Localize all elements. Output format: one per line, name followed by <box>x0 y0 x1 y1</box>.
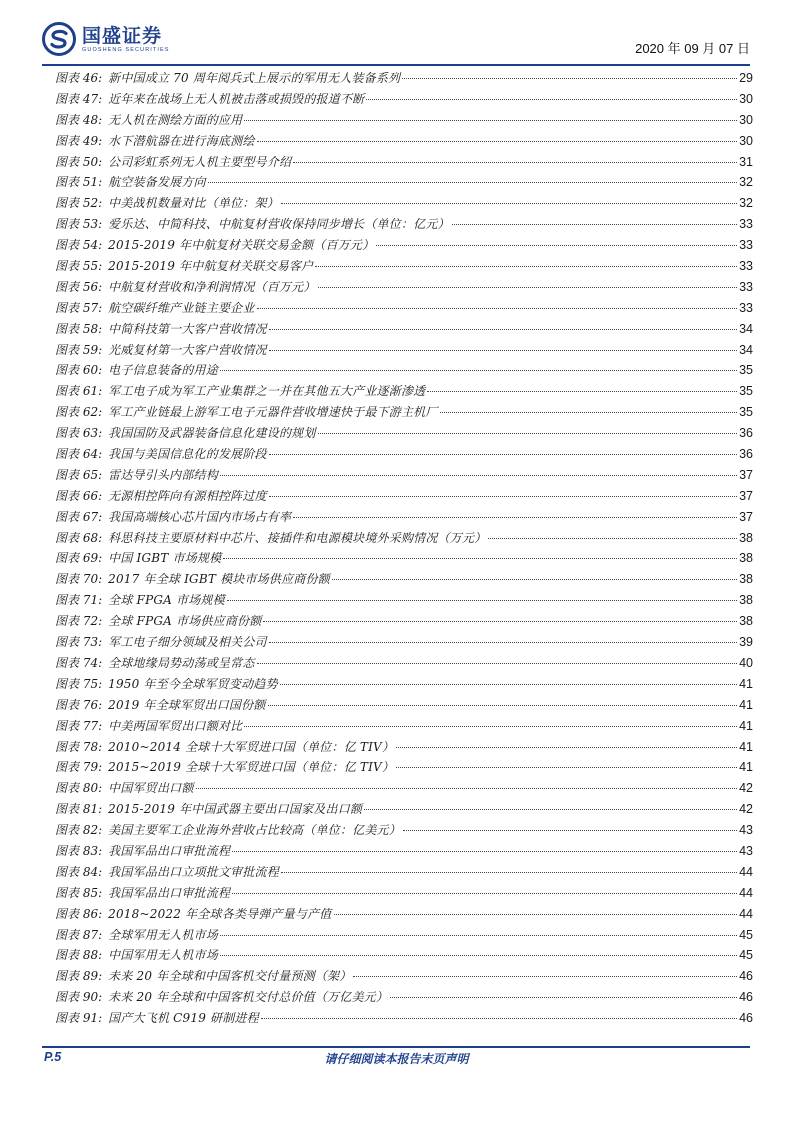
toc-entry-page[interactable]: 33 <box>739 238 753 253</box>
toc-entry-title[interactable]: 军工产业链最上游军工电子元器件营收增速快于最下游主机厂 <box>108 405 438 420</box>
toc-entry-label: 图表 86: <box>55 906 103 921</box>
toc-entry-label: 图表 76: <box>55 697 103 712</box>
toc-entry[interactable] <box>55 89 753 110</box>
toc-entry-page[interactable]: 46 <box>739 990 753 1005</box>
toc-entry-page[interactable]: 38 <box>739 572 753 587</box>
brand-name-cn: 国盛证券 <box>82 24 163 47</box>
toc-entry-label: 图表 50: <box>55 154 103 169</box>
toc-entry[interactable] <box>55 945 753 966</box>
toc-entry-title[interactable]: 中美两国军贸出口额对比 <box>108 718 243 733</box>
toc-entry-page[interactable]: 36 <box>739 426 753 441</box>
toc-entry[interactable] <box>55 360 753 381</box>
toc-entry-page[interactable]: 33 <box>739 300 753 315</box>
toc-entry-label: 图表 81: <box>55 802 103 817</box>
toc-entry-label: 图表 82: <box>55 823 103 838</box>
toc-entry-title[interactable]: 全球 FPGA 市场规模 <box>108 593 225 608</box>
toc-dot-leader <box>227 600 737 601</box>
toc-entry[interactable] <box>55 214 753 235</box>
toc-entry[interactable] <box>55 569 753 590</box>
toc-dot-leader <box>427 391 737 392</box>
toc-entry[interactable] <box>55 235 753 256</box>
toc-dot-leader <box>269 454 737 455</box>
toc-entry[interactable] <box>55 987 753 1008</box>
toc-entry-title[interactable]: 未来 20 年全球和中国客机交付总价值（万亿美元） <box>108 990 389 1005</box>
toc-entry-label: 图表 73: <box>55 635 103 650</box>
toc-entry-title[interactable]: 中国军用无人机市场 <box>108 948 218 963</box>
toc-dot-leader <box>332 579 737 580</box>
toc-entry-page[interactable]: 42 <box>739 781 753 796</box>
toc-entry-title[interactable]: 中国 IGBT 市场规模 <box>108 551 222 566</box>
disclaimer-note: 请仔细阅读本报告末页声明 <box>324 1052 469 1066</box>
toc-entry[interactable] <box>55 799 753 820</box>
toc-entry-label: 图表 75: <box>55 676 103 691</box>
toc-entry-title[interactable]: 全球军用无人机市场 <box>108 927 218 942</box>
toc-dot-leader <box>390 997 737 998</box>
toc-dot-leader <box>280 684 737 685</box>
toc-entry-title[interactable]: 美国主要军工企业海外营收占比较高（单位：亿美元） <box>108 823 401 838</box>
toc-entry[interactable] <box>55 737 753 758</box>
toc-dot-leader <box>232 851 737 852</box>
toc-entry-title[interactable]: 2019 年全球军贸出口国份额 <box>108 697 266 712</box>
toc-entry[interactable] <box>55 653 753 674</box>
toc-entry-title[interactable]: 军工电子细分领域及相关公司 <box>108 635 267 650</box>
toc-entry[interactable] <box>55 402 753 423</box>
toc-entry[interactable] <box>55 695 753 716</box>
toc-entry-title[interactable]: 我国军品出口立项批文审批流程 <box>108 864 279 879</box>
toc-entry-label: 图表 46: <box>55 71 103 85</box>
toc-entry-page[interactable]: 42 <box>739 802 753 817</box>
toc-dot-leader <box>269 329 737 330</box>
toc-entry[interactable] <box>55 716 753 737</box>
toc-dot-leader <box>452 224 737 225</box>
toc-dot-leader <box>269 496 737 497</box>
toc-entry-title[interactable]: 航空装备发展方向 <box>108 175 206 190</box>
toc-entry[interactable] <box>55 674 753 695</box>
toc-entry[interactable] <box>55 381 753 402</box>
toc-entry-page[interactable]: 44 <box>739 885 753 900</box>
toc-entry[interactable] <box>55 820 753 841</box>
toc-entry-title[interactable]: 我国与美国信息化的发展阶段 <box>108 447 267 462</box>
toc-entry-label: 图表 48: <box>55 112 103 127</box>
toc-entry-title[interactable]: 1950 年至今全球军贸变动趋势 <box>108 676 278 691</box>
toc-dot-leader <box>318 433 738 434</box>
toc-entry-title[interactable]: 近年来在战场上无人机被击落或损毁的报道不断 <box>108 91 365 106</box>
toc-entry-page[interactable]: 38 <box>739 593 753 608</box>
toc-entry[interactable] <box>55 590 753 611</box>
toc-dot-leader <box>293 517 737 518</box>
toc-entry-page[interactable]: 41 <box>739 718 753 733</box>
toc-entry[interactable] <box>55 528 753 549</box>
toc-entry-page[interactable]: 37 <box>739 467 753 482</box>
toc-entry-page[interactable]: 46 <box>739 969 753 984</box>
toc-entry-label: 图表 83: <box>55 843 103 858</box>
toc-entry-label: 图表 68: <box>55 530 103 545</box>
toc-entry[interactable] <box>55 778 753 799</box>
toc-entry-page[interactable]: 32 <box>739 175 753 190</box>
toc-entry[interactable] <box>55 340 753 361</box>
toc-entry-label: 图表 62: <box>55 405 103 420</box>
toc-entry-label: 图表 80: <box>55 781 103 796</box>
toc-entry-page[interactable]: 37 <box>739 488 753 503</box>
toc-entry-label: 图表 65: <box>55 467 103 482</box>
toc-entry-label: 图表 72: <box>55 614 103 629</box>
toc-entry-title[interactable]: 2015-2019 年中国武器主要出口国家及出口额 <box>108 802 363 817</box>
toc-entry-label: 图表 59: <box>55 342 103 357</box>
toc-entry-page[interactable]: 36 <box>739 447 753 462</box>
toc-entry-title[interactable]: 2015-2019 年中航复材关联交易客户 <box>108 259 314 274</box>
report-date: 2020 年 09 月 07 日 <box>635 41 750 56</box>
brand-name-en: GUOSHENG SECURITIES <box>82 46 170 53</box>
toc-dot-leader <box>257 663 738 664</box>
toc-dot-leader <box>403 830 737 831</box>
toc-entry[interactable] <box>55 193 753 214</box>
toc-dot-leader <box>263 621 737 622</box>
toc-entry[interactable] <box>55 110 753 131</box>
page-number: P.5 <box>44 1050 62 1064</box>
toc-entry-label: 图表 47: <box>55 91 103 106</box>
toc-entry[interactable] <box>55 319 753 340</box>
toc-dot-leader <box>269 642 737 643</box>
toc-entry-title[interactable]: 2015-2019 年中航复材关联交易金额（百万元） <box>108 238 375 253</box>
header-divider <box>42 64 750 66</box>
toc-entry-label: 图表 58: <box>55 321 103 336</box>
toc-entry-title[interactable]: 无人机在测绘方面的应用 <box>108 112 243 127</box>
toc-entry-page[interactable]: 34 <box>739 342 753 357</box>
toc-entry[interactable] <box>55 152 753 173</box>
toc-entry-page[interactable]: 32 <box>739 196 753 211</box>
toc-entry-page[interactable]: 38 <box>739 614 753 629</box>
toc-entry-label: 图表 70: <box>55 572 103 587</box>
toc-entry-page[interactable]: 31 <box>739 154 753 169</box>
toc-entry-title[interactable]: 无源相控阵向有源相控阵过度 <box>108 488 267 503</box>
toc-entry-label: 图表 87: <box>55 927 103 942</box>
toc-entry-title[interactable]: 航空碳纤维产业链主要企业 <box>108 300 255 315</box>
toc-entry-title[interactable]: 全球地缘局势动荡或呈常态 <box>108 655 255 670</box>
toc-entry-title[interactable]: 中美战机数量对比（单位：架） <box>108 196 279 211</box>
toc-entry-page[interactable]: 43 <box>739 823 753 838</box>
toc-entry[interactable] <box>55 131 753 152</box>
toc-entry-page[interactable]: 40 <box>739 655 753 670</box>
toc-dot-leader <box>281 872 737 873</box>
toc-entry-label: 图表 79: <box>55 760 103 775</box>
toc-entry[interactable] <box>55 548 753 569</box>
toc-entry-title[interactable]: 我国军品出口审批流程 <box>108 885 231 900</box>
toc-dot-leader <box>269 350 737 351</box>
toc-entry-title[interactable]: 水下潜航器在进行海底测绘 <box>108 133 255 148</box>
toc-entry[interactable] <box>55 68 753 89</box>
figure-index-list <box>55 68 753 1029</box>
toc-dot-leader <box>244 726 737 727</box>
toc-entry-page[interactable]: 43 <box>739 843 753 858</box>
toc-entry[interactable] <box>55 862 753 883</box>
toc-entry-page[interactable]: 41 <box>739 760 753 775</box>
toc-entry-title[interactable]: 中国军贸出口额 <box>108 781 194 796</box>
footer-divider <box>42 1046 750 1048</box>
toc-dot-leader <box>220 370 737 371</box>
toc-entry-page[interactable]: 33 <box>739 217 753 232</box>
toc-dot-leader <box>364 809 737 810</box>
toc-entry-title[interactable]: 我国国防及武器装备信息化建设的规划 <box>108 426 316 441</box>
toc-entry-label: 图表 77: <box>55 718 103 733</box>
toc-entry[interactable] <box>55 632 753 653</box>
page-header <box>42 14 750 64</box>
toc-entry-page[interactable]: 44 <box>739 906 753 921</box>
company-logo <box>42 14 170 64</box>
toc-entry-page[interactable]: 39 <box>739 635 753 650</box>
toc-dot-leader <box>257 308 738 309</box>
toc-entry-page[interactable]: 38 <box>739 551 753 566</box>
toc-entry-label: 图表 88: <box>55 948 103 963</box>
toc-entry-title[interactable]: 爱乐达、中简科技、中航复材营收保持同步增长（单位：亿元） <box>108 217 450 232</box>
toc-entry-page[interactable]: 34 <box>739 321 753 336</box>
toc-entry[interactable] <box>55 277 753 298</box>
toc-entry-page[interactable]: 46 <box>739 1011 753 1026</box>
toc-entry-page[interactable]: 41 <box>739 697 753 712</box>
toc-entry-title[interactable]: 中航复材营收和净利润情况（百万元） <box>108 279 316 294</box>
toc-entry-page[interactable]: 45 <box>739 927 753 942</box>
toc-dot-leader <box>488 538 737 539</box>
guosheng-logo-icon <box>42 22 76 56</box>
toc-entry-label: 图表 89: <box>55 969 103 984</box>
toc-entry-title[interactable]: 新中国成立 70 周年阅兵式上展示的军用无人装备系列 <box>108 71 401 85</box>
toc-entry-title[interactable]: 军工电子成为军工产业集群之一并在其他五大产业逐渐渗透 <box>108 384 426 399</box>
toc-entry[interactable] <box>55 423 753 444</box>
toc-entry[interactable] <box>55 486 753 507</box>
toc-entry-page[interactable]: 29 <box>739 71 753 85</box>
toc-entry[interactable] <box>55 883 753 904</box>
toc-entry-label: 图表 91: <box>55 1011 103 1026</box>
toc-entry-label: 图表 69: <box>55 551 103 566</box>
toc-entry-title[interactable]: 我国高端核心芯片国内市场占有率 <box>108 509 292 524</box>
toc-dot-leader <box>366 99 737 100</box>
toc-entry-label: 图表 85: <box>55 885 103 900</box>
toc-entry-label: 图表 56: <box>55 279 103 294</box>
toc-entry-page[interactable]: 44 <box>739 864 753 879</box>
toc-entry[interactable] <box>55 904 753 925</box>
toc-entry-label: 图表 90: <box>55 990 103 1005</box>
toc-dot-leader <box>220 475 737 476</box>
toc-entry-page[interactable]: 41 <box>739 676 753 691</box>
toc-entry[interactable] <box>55 757 753 778</box>
toc-entry[interactable] <box>55 507 753 528</box>
toc-entry-page[interactable]: 35 <box>739 405 753 420</box>
toc-dot-leader <box>318 287 738 288</box>
toc-entry[interactable] <box>55 966 753 987</box>
toc-entry-title[interactable]: 科思科技主要原材料中芯片、接插件和电源模块境外采购情况（万元） <box>108 530 487 545</box>
toc-dot-leader <box>402 78 737 79</box>
toc-entry-title[interactable]: 雷达导引头内部结构 <box>108 467 218 482</box>
toc-entry-page[interactable]: 33 <box>739 259 753 274</box>
toc-entry[interactable] <box>55 298 753 319</box>
toc-entry-title[interactable]: 光威复材第一大客户营收情况 <box>108 342 267 357</box>
toc-entry-title[interactable]: 2010~2014 全球十大军贸进口国（单位：亿 TIV） <box>108 739 395 754</box>
toc-entry-label: 图表 84: <box>55 864 103 879</box>
toc-entry[interactable] <box>55 1008 753 1029</box>
toc-entry-label: 图表 54: <box>55 238 103 253</box>
toc-entry-label: 图表 64: <box>55 447 103 462</box>
toc-dot-leader <box>396 747 737 748</box>
toc-entry-label: 图表 78: <box>55 739 103 754</box>
toc-dot-leader <box>396 767 737 768</box>
toc-dot-leader <box>257 141 738 142</box>
toc-dot-leader <box>196 788 738 789</box>
toc-entry-label: 图表 55: <box>55 259 103 274</box>
toc-dot-leader <box>376 245 737 246</box>
toc-dot-leader <box>232 893 737 894</box>
toc-entry-title[interactable]: 国产大飞机 C919 研制进程 <box>108 1011 259 1026</box>
toc-entry-title[interactable]: 公司彩虹系列无人机主要型号介绍 <box>108 154 292 169</box>
toc-entry[interactable] <box>55 841 753 862</box>
toc-entry-label: 图表 57: <box>55 300 103 315</box>
toc-entry-title[interactable]: 2015~2019 全球十大军贸进口国（单位：亿 TIV） <box>108 760 395 775</box>
toc-entry[interactable] <box>55 444 753 465</box>
toc-entry-title[interactable]: 中简科技第一大客户营收情况 <box>108 321 267 336</box>
toc-dot-leader <box>223 558 737 559</box>
toc-dot-leader <box>334 914 738 915</box>
toc-entry-page[interactable]: 30 <box>739 91 753 106</box>
toc-dot-leader <box>281 203 737 204</box>
toc-dot-leader <box>220 935 737 936</box>
toc-dot-leader <box>244 120 737 121</box>
toc-dot-leader <box>208 182 737 183</box>
toc-dot-leader <box>261 1018 737 1019</box>
toc-entry-label: 图表 74: <box>55 655 103 670</box>
toc-entry-label: 图表 61: <box>55 384 103 399</box>
toc-entry-label: 图表 49: <box>55 133 103 148</box>
toc-entry-label: 图表 66: <box>55 488 103 503</box>
toc-dot-leader <box>440 412 738 413</box>
toc-entry-page[interactable]: 33 <box>739 279 753 294</box>
toc-entry-label: 图表 51: <box>55 175 103 190</box>
toc-dot-leader <box>293 162 737 163</box>
toc-entry[interactable] <box>55 256 753 277</box>
toc-entry-label: 图表 52: <box>55 196 103 211</box>
toc-entry-title[interactable]: 我国军品出口审批流程 <box>108 843 231 858</box>
toc-dot-leader <box>353 976 737 977</box>
toc-dot-leader <box>220 955 737 956</box>
toc-entry-label: 图表 53: <box>55 217 103 232</box>
toc-entry-label: 图表 63: <box>55 426 103 441</box>
toc-entry-title[interactable]: 未来 20 年全球和中国客机交付量预测（架） <box>108 969 352 984</box>
toc-entry-page[interactable]: 35 <box>739 363 753 378</box>
toc-entry-page[interactable]: 35 <box>739 384 753 399</box>
toc-entry-page[interactable]: 38 <box>739 530 753 545</box>
toc-dot-leader <box>268 705 738 706</box>
toc-entry-label: 图表 71: <box>55 593 103 608</box>
toc-entry-page[interactable]: 41 <box>739 739 753 754</box>
toc-entry-title[interactable]: 2017 年全球 IGBT 模块市场供应商份额 <box>108 572 330 587</box>
toc-entry-title[interactable]: 电子信息装备的用途 <box>108 363 218 378</box>
toc-entry[interactable] <box>55 172 753 193</box>
toc-entry-page[interactable]: 37 <box>739 509 753 524</box>
toc-entry[interactable] <box>55 925 753 946</box>
toc-entry-title[interactable]: 2018~2022 年全球各类导弹产量与产值 <box>108 906 332 921</box>
toc-entry[interactable] <box>55 465 753 486</box>
toc-entry-label: 图表 60: <box>55 363 103 378</box>
toc-entry-page[interactable]: 45 <box>739 948 753 963</box>
toc-entry-title[interactable]: 全球 FPGA 市场供应商份额 <box>108 614 262 629</box>
toc-entry[interactable] <box>55 611 753 632</box>
toc-entry-page[interactable]: 30 <box>739 112 753 127</box>
toc-entry-page[interactable]: 30 <box>739 133 753 148</box>
toc-dot-leader <box>315 266 737 267</box>
toc-entry-label: 图表 67: <box>55 509 103 524</box>
